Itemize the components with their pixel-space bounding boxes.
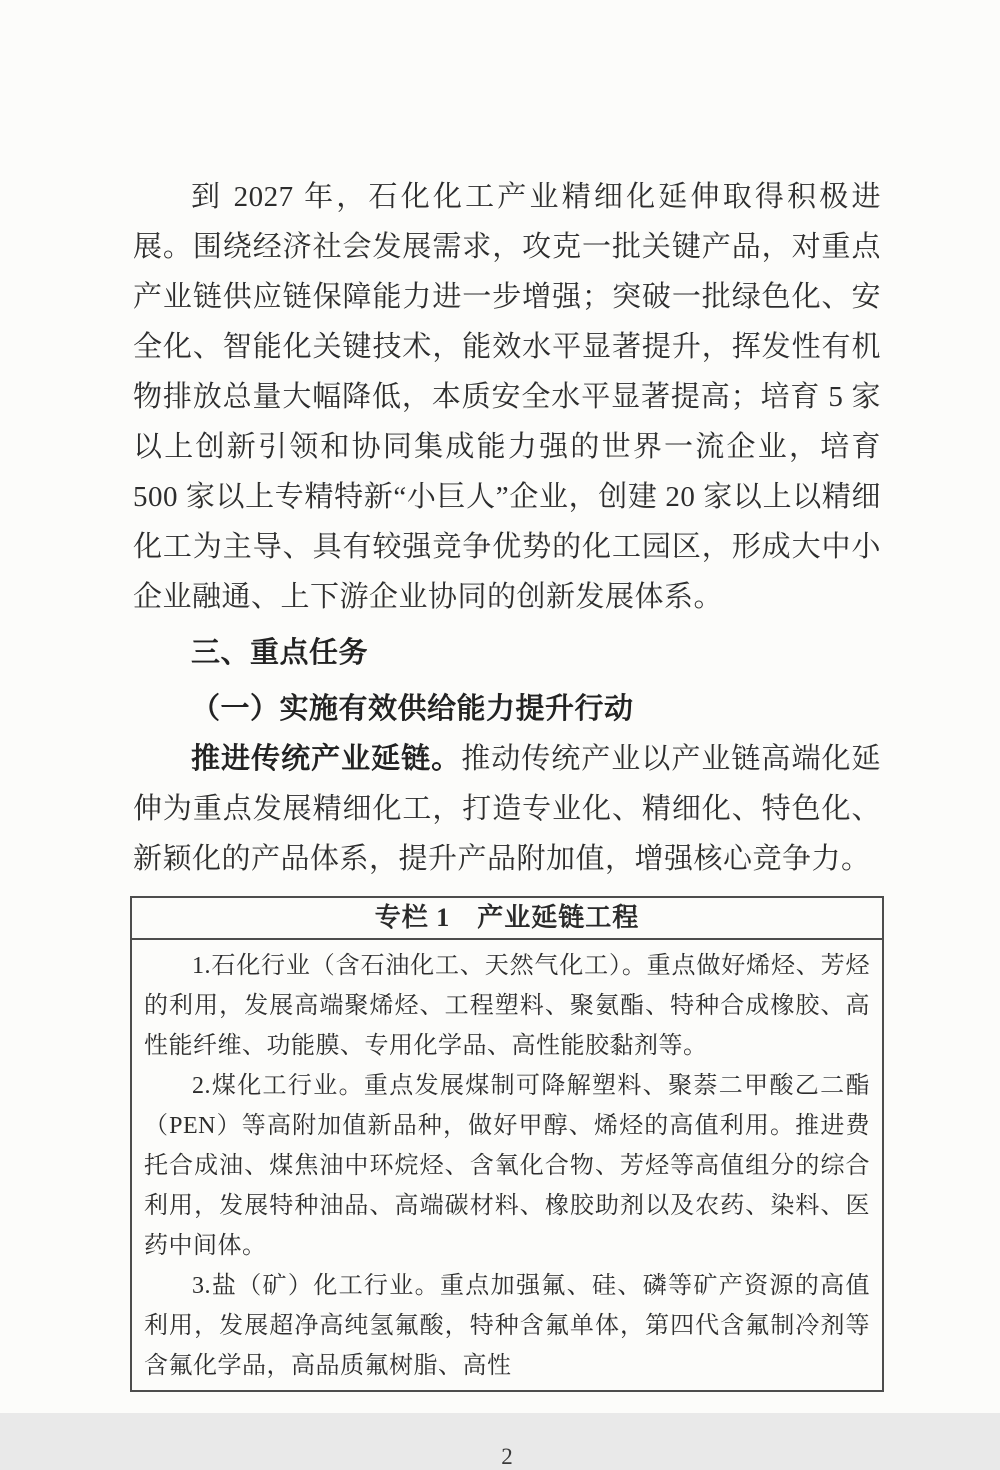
column-box-body xyxy=(132,940,882,1390)
document-content xyxy=(133,172,881,1470)
page-number: 2 xyxy=(501,1444,513,1469)
paragraph-2027-goals: 到 2027 年，石化化工产业精细化延伸取得积极进展。围绕经济社会发展需求，攻克一批关键产品，对重点产业链供应链保障能力进一步增强；突破一批绿色化、安全化、智能化关键技术，能效水平显著提升，挥发性有机物排放总量大幅降低，本质安全水平显著提高；培育 5 家以上创新引领和协同集成能力强的世界一流企业，培育 500 家以上专精特新“小巨人”企业，创建 20 家以上以精细化工为主导、具有较强竞争优势的化工园区，形成大中小企业融通、上下游企业协同的创新发展体系。 xyxy=(133,181,881,613)
column-box-industry-chain xyxy=(130,896,884,1392)
paragraph-lead-rest: 推动传统产业以产业链高端化延伸为重点发展精细化工，打造专业化、精细化、特色化、新颖化的产品体系，提升产品附加值，增强核心竞争力。 xyxy=(133,743,881,875)
column-box-title: 专栏 1 产业延链工程 xyxy=(132,898,882,940)
paragraph-traditional-industry xyxy=(133,734,881,884)
paragraph-lead-bold: 推进传统产业延链。 xyxy=(191,743,462,775)
section-heading-key-tasks: 三、重点任务 xyxy=(191,637,369,669)
box-item-salt-mineral-chemical: 3.盐（矿）化工行业。重点加强氟、硅、磷等矿产资源的高值利用，发展超净高纯氢氟酸，特种含氟单体，第四代含氟制冷剂等含氟化学品，高品质氟树脂、高性 xyxy=(144,1273,870,1379)
box-item-coal-chemical: 2.煤化工行业。重点发展煤制可降解塑料、聚萘二甲酸乙二酯（PEN）等高附加值新品种，做好甲醇、烯烃的高值利用。推进费托合成油、煤焦油中环烷烃、含氧化合物、芳烃等高值组分的综合利用，发展特种油品、高端碳材料、橡胶助剂以及农药、染料、医药中间体。 xyxy=(144,1073,870,1259)
subsection-heading-supply-capacity: （一）实施有效供给能力提升行动 xyxy=(191,693,634,725)
box-item-petrochemical: 1.石化行业（含石油化工、天然气化工）。重点做好烯烃、芳烃的利用，发展高端聚烯烃、工程塑料、聚氨酯、特种合成橡胶、高性能纤维、功能膜、专用化学品、高性能胶黏剂等。 xyxy=(144,953,870,1059)
